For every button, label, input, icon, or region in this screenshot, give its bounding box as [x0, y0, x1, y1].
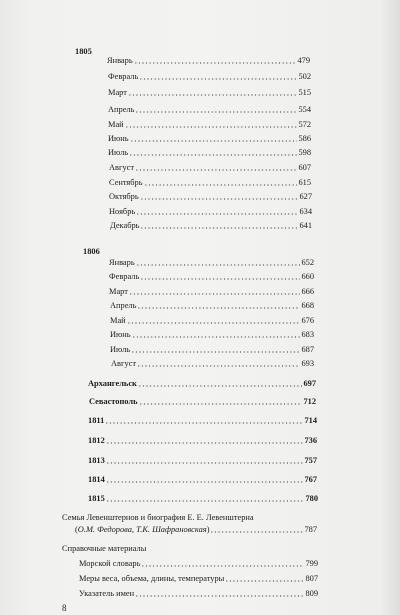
dot-leader — [106, 442, 304, 444]
entry-label: 1813 — [88, 456, 105, 465]
toc-section — [89, 395, 316, 407]
dot-leader — [141, 565, 304, 567]
dot-leader — [140, 227, 298, 229]
toc-entry-1805 — [109, 190, 312, 202]
page-ref: 586 — [298, 134, 311, 143]
page-ref: 809 — [305, 589, 318, 598]
toc-section — [88, 473, 317, 485]
entry-label: Август — [109, 163, 135, 172]
reference-heading: Справочные материалы — [62, 544, 147, 553]
entry-label: Июнь — [110, 330, 131, 339]
entry-label: Июль — [110, 345, 131, 354]
entry-label: Май — [108, 120, 124, 129]
page-ref: 652 — [301, 258, 314, 267]
page-ref: 627 — [299, 192, 312, 201]
page-ref: 666 — [301, 287, 314, 296]
entry-label: Ноябрь — [109, 207, 136, 216]
toc-entry-1805 — [109, 205, 312, 217]
toc-entry-1806 — [110, 314, 314, 326]
page-number: 8 — [62, 603, 67, 613]
toc-entry-1806 — [110, 299, 314, 311]
entry-label: Апрель — [108, 105, 135, 114]
entry-label: 1812 — [88, 436, 105, 445]
year-heading-1805: 1805 — [75, 47, 92, 56]
entry-label: Февраль — [109, 272, 140, 281]
toc-section — [88, 377, 316, 389]
entry-label: Морской словарь — [79, 559, 141, 568]
toc-entry-1805 — [109, 176, 311, 188]
page-ref: 767 — [304, 475, 317, 484]
entry-label: Август — [111, 359, 137, 368]
reference-entry — [79, 557, 318, 569]
toc-entry-1806 — [109, 285, 314, 297]
page-ref: 572 — [298, 120, 311, 129]
dot-leader — [134, 62, 297, 64]
dot-leader — [139, 403, 303, 405]
toc-entry-1805 — [108, 118, 311, 130]
entry-label: Указатель имен — [79, 589, 135, 598]
page-ref: 736 — [304, 436, 317, 445]
dot-leader — [128, 94, 298, 96]
dot-leader — [140, 198, 299, 200]
entry-label: Март — [108, 88, 127, 97]
page-ref: 683 — [301, 330, 314, 339]
toc-entry-1805 — [107, 54, 310, 66]
toc-entry-1805 — [108, 103, 311, 115]
page-ref: 641 — [299, 221, 312, 230]
page-ref: 502 — [298, 72, 311, 81]
entry-label: 1815 — [88, 494, 105, 503]
page-ref: 807 — [305, 574, 318, 583]
page-ref: 697 — [303, 379, 316, 388]
toc-section — [88, 492, 318, 504]
entry-label: 1814 — [88, 475, 105, 484]
reference-entry — [79, 587, 318, 599]
dot-leader — [137, 365, 300, 367]
entry-label: Февраль — [108, 72, 139, 81]
entry-label: Март — [109, 287, 128, 296]
entry-label: Севастополь — [89, 397, 138, 406]
page-ref: 668 — [301, 301, 314, 310]
dot-leader — [106, 481, 304, 483]
page-ref: 780 — [305, 494, 318, 503]
dot-leader — [135, 595, 304, 597]
toc-entry-1805 — [109, 161, 311, 173]
page-ref: 607 — [298, 163, 311, 172]
dot-leader — [210, 531, 303, 533]
page-ref: 554 — [298, 105, 311, 114]
toc-entry-1806 — [110, 343, 314, 355]
dot-leader — [125, 126, 298, 128]
dot-leader — [138, 385, 303, 387]
toc-entry-1806 — [111, 357, 314, 369]
dot-leader — [130, 140, 298, 142]
dot-leader — [136, 264, 301, 266]
page-ref: 676 — [301, 316, 314, 325]
page-ref: 799 — [305, 559, 318, 568]
toc-section — [88, 434, 317, 446]
toc-entry-1805 — [108, 146, 311, 158]
dot-leader — [129, 293, 301, 295]
page-ref: 634 — [299, 207, 312, 216]
entry-label: Меры веса, объема, длины, температуры — [79, 574, 225, 583]
family-entry-title: Семья Левенштернов и биография Е. Е. Левенштерна — [62, 513, 254, 522]
entry-label: Январь — [109, 258, 135, 267]
entry-label: Сентябрь — [109, 178, 143, 187]
toc-entry-1805 — [108, 132, 311, 144]
page-ref: 712 — [303, 397, 316, 406]
dot-leader — [135, 169, 297, 171]
entry-label: Декабрь — [110, 221, 140, 230]
dot-leader — [140, 278, 300, 280]
page-ref: 515 — [298, 88, 311, 97]
family-entry-authors: (О.М. Федорова, Т.К. Шафрановская) — [75, 525, 210, 534]
toc-entry-1805 — [108, 86, 311, 98]
entry-label: Июнь — [108, 134, 129, 143]
reference-entry — [79, 572, 318, 584]
entry-label: Апрель — [110, 301, 137, 310]
dot-leader — [131, 351, 300, 353]
dot-leader — [137, 307, 300, 309]
dot-leader — [127, 322, 301, 324]
dot-leader — [225, 580, 304, 582]
dot-leader — [136, 213, 298, 215]
entry-label: Май — [110, 316, 126, 325]
family-entry-authors-row — [75, 523, 317, 535]
toc-entry-1806 — [109, 270, 314, 282]
toc-entry-1805 — [108, 70, 311, 82]
dot-leader — [106, 462, 304, 464]
page-ref: 687 — [301, 345, 314, 354]
page-ref: 660 — [301, 272, 314, 281]
year-heading-1806: 1806 — [83, 247, 100, 256]
page-ref: 693 — [301, 359, 314, 368]
page-ref: 714 — [304, 416, 317, 425]
dot-leader — [129, 154, 297, 156]
toc-section — [88, 414, 317, 426]
toc-entry-1806 — [109, 256, 314, 268]
entry-label: Январь — [107, 56, 133, 65]
dot-leader — [139, 78, 297, 80]
toc-entry-1805 — [110, 219, 312, 231]
entry-label: Октябрь — [109, 192, 139, 201]
toc-entry-1806 — [110, 328, 314, 340]
dot-leader — [105, 422, 303, 424]
page-ref: 615 — [298, 178, 311, 187]
page-ref: 757 — [304, 456, 317, 465]
toc-section — [88, 454, 317, 466]
page-ref: 787 — [304, 525, 317, 534]
dot-leader — [144, 184, 298, 186]
dot-leader — [106, 500, 305, 502]
page-ref: 479 — [297, 56, 310, 65]
dot-leader — [135, 111, 297, 113]
page-ref: 598 — [298, 148, 311, 157]
entry-label: Архангельск — [88, 379, 137, 388]
entry-label: 1811 — [88, 416, 105, 425]
entry-label: Июль — [108, 148, 129, 157]
dot-leader — [132, 336, 301, 338]
